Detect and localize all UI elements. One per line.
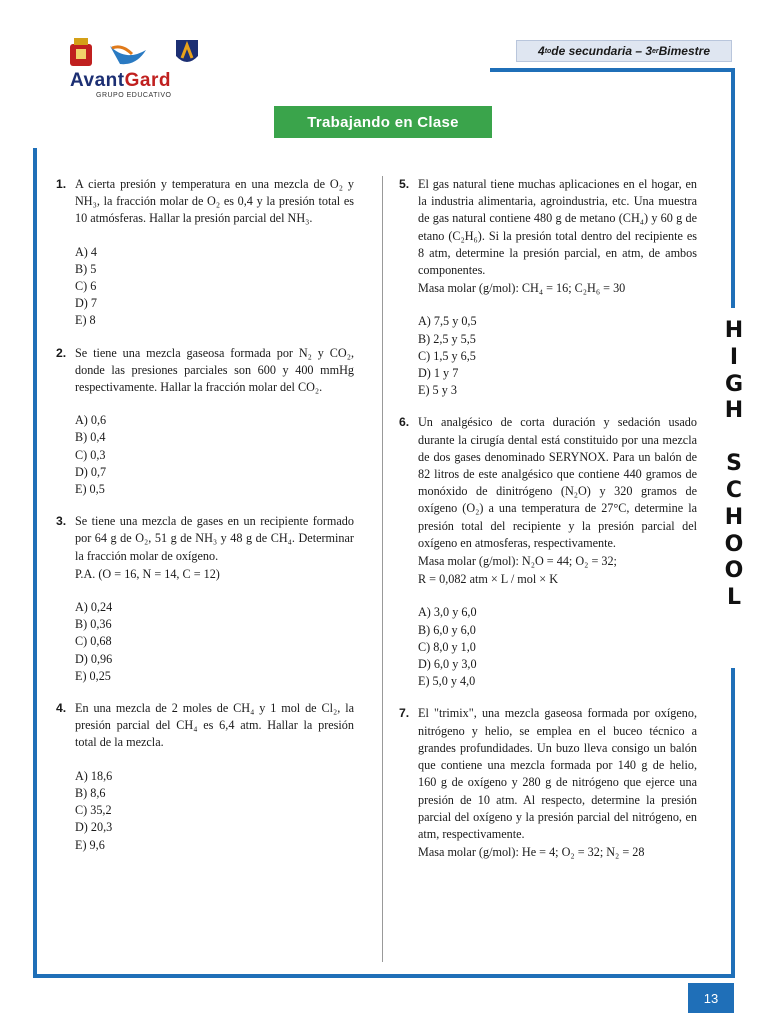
shield-a-icon [176,40,198,62]
question-item [56,700,354,854]
question-text: En una mezcla de 2 moles de CH₄ y 1 mol de Cl₂, la presión parcial del CH₄ es 6,4 atm. Hallar la presión total de la mezcla. [75,701,354,750]
frame-line-left [33,148,37,978]
section-banner: Trabajando en Clase [274,106,492,138]
answer-options [418,604,697,690]
answer-option: C) 1,5 y 6,5 [418,348,476,363]
answer-option: E) 8 [75,313,96,328]
question-item [399,176,697,399]
question-data-note: Masa molar (g/mol): N₂O = 44; O₂ = 32; [418,554,617,569]
answer-option: B) 5 [75,261,97,276]
side-letter: H [724,398,744,424]
question-text: Se tiene una mezcla de gases en un recipiente formado por 64 g de O₂, 51 g de NH₃ y 48 g de CH₄. Determinar la fracción molar de oxígeno. [75,514,354,563]
question-text: Un analgésico de corta duración y sedación usado durante la cirugía dental está constituido por una mezcla de dos gases denominado SERYNOX. Para un balón de 82 litros de este analgésico que contiene 440 gramos de monóxido de dinitrógeno (N₂O) y 320 gramos de oxígeno (O₂) a una temperatura de 27°C, determine la presión total del recipiente y la presión parcial del oxígeno en atmosferas, respectivamente. [418,415,697,550]
left-column [56,176,354,869]
answer-options [75,244,354,330]
answer-option: C) 0,68 [75,634,112,649]
side-word-high-school [720,318,748,612]
question-text: El "trimix", una mezcla gaseosa formada por oxígeno, nitrógeno y helio, se emplea en el buceo técnico a grandes profundidades. Un buzo lleva consigo un balón que contiene una mezcla formada por 140 g de helio, 160 g de oxígeno y 280 g de nitrógeno que ejerce una presión de 10 atm. Al respecto, determine la presión parcial del oxígeno y la presión parcial del nitrógeno, en atm, respectivamente. [418,706,697,841]
frame-line-right-bottom [731,668,735,978]
answer-options [75,768,354,854]
side-letter: H [724,318,744,343]
answer-option: B) 0,4 [75,430,106,445]
frame-line-top [490,68,735,72]
right-column [399,176,697,876]
question-text: Se tiene una mezcla gaseosa formada por N₂ y CO₂, donde las presiones parciales son 600 y 400 mmHg respectivamente. Hallar la fracción molar del CO₂. [75,345,354,395]
answer-option: A) 3,0 y 6,0 [418,605,477,620]
answer-option: C) 8,0 y 1,0 [418,639,476,654]
question-number: 5. [399,177,410,191]
answer-option: C) 0,3 [75,447,106,462]
question-item [56,513,354,685]
side-letter: S [726,451,742,477]
frame-line-bottom [33,974,733,978]
side-letter: L [726,585,742,611]
question-number: 7. [399,706,410,721]
answer-option: C) 6 [75,279,97,294]
answer-option: B) 6,0 y 6,0 [418,622,476,637]
answer-option: E) 5,0 y 4,0 [418,674,476,689]
brand-name: AvantGard [70,70,171,91]
side-letter: G [724,371,744,397]
side-letter: O [724,558,744,584]
question-number: 4. [56,701,67,716]
answer-options [75,412,354,498]
frame-line-right-top [731,70,735,308]
answer-option: A) 4 [75,244,98,259]
side-letter-gap [720,425,748,451]
question-number: 2. [56,345,67,360]
answer-option: D) 1 y 7 [418,366,459,381]
question-item [56,345,354,499]
question-data-note: Masa molar (g/mol): He = 4; O₂ = 32; N₂ = 28 [418,845,645,860]
question-item [56,176,354,330]
bird-icon [110,46,146,64]
answer-option: D) 20,3 [75,820,113,835]
question-number: 3. [56,514,67,529]
answer-option: A) 0,24 [75,600,113,615]
question-text: A cierta presión y temperatura en una mezcla de O₂ y NH₃, la fracción molar de O₂ es 0,4 y la presión total es 10 atmósferas. Hallar la presión parcial del NH₃. [75,177,354,226]
page-number: 13 [688,983,734,1013]
question-data-note: Masa molar (g/mol): CH₄ = 16; C₂H₆ = 30 [418,281,626,296]
crest-icon [70,38,92,66]
answer-option: D) 0,96 [75,651,113,666]
question-data-note: R = 0,082 atm × L / mol × K [418,572,559,587]
question-item [399,705,697,861]
question-number: 1. [56,177,67,191]
answer-options [418,313,697,399]
side-letter: O [724,531,744,557]
answer-option: D) 0,7 [75,464,107,479]
side-letter: I [729,344,739,370]
answer-option: B) 8,6 [75,785,106,800]
question-data-note: P.A. (O = 16, N = 14, C = 12) [75,566,220,581]
question-text: El gas natural tiene muchas aplicaciones en el hogar, en la industria alimentaria, agroindustria, etc. Una muestra de gas natural contiene 480 g de metano (CH₄) y 60 g de etano (C₂H₆). Si la presión total dentro del recipiente es 8 atm, determine la presión parcial, en atm, de ambos componentes. [418,177,697,278]
answer-option: B) 0,36 [75,617,112,632]
answer-option: D) 6,0 y 3,0 [418,657,477,672]
question-item [399,414,697,690]
grade-term-label: 4 to de secundaria – 3 er Bimestre [516,40,732,62]
answer-option: D) 7 [75,296,98,311]
answer-options [75,599,354,685]
answer-option: A) 18,6 [75,768,113,783]
answer-option: C) 35,2 [75,803,112,818]
column-divider [382,176,383,962]
answer-option: E) 5 y 3 [418,383,457,398]
answer-option: E) 0,5 [75,482,105,497]
question-number: 6. [399,415,410,430]
answer-option: E) 9,6 [75,837,105,852]
brand-subtitle: GRUPO EDUCATIVO [96,92,172,99]
answer-option: E) 0,25 [75,668,111,683]
side-letter: C [725,477,743,503]
side-letter: H [724,504,744,530]
answer-option: B) 2,5 y 5,5 [418,331,476,346]
answer-option: A) 0,6 [75,413,107,428]
answer-option: A) 7,5 y 0,5 [418,314,477,329]
